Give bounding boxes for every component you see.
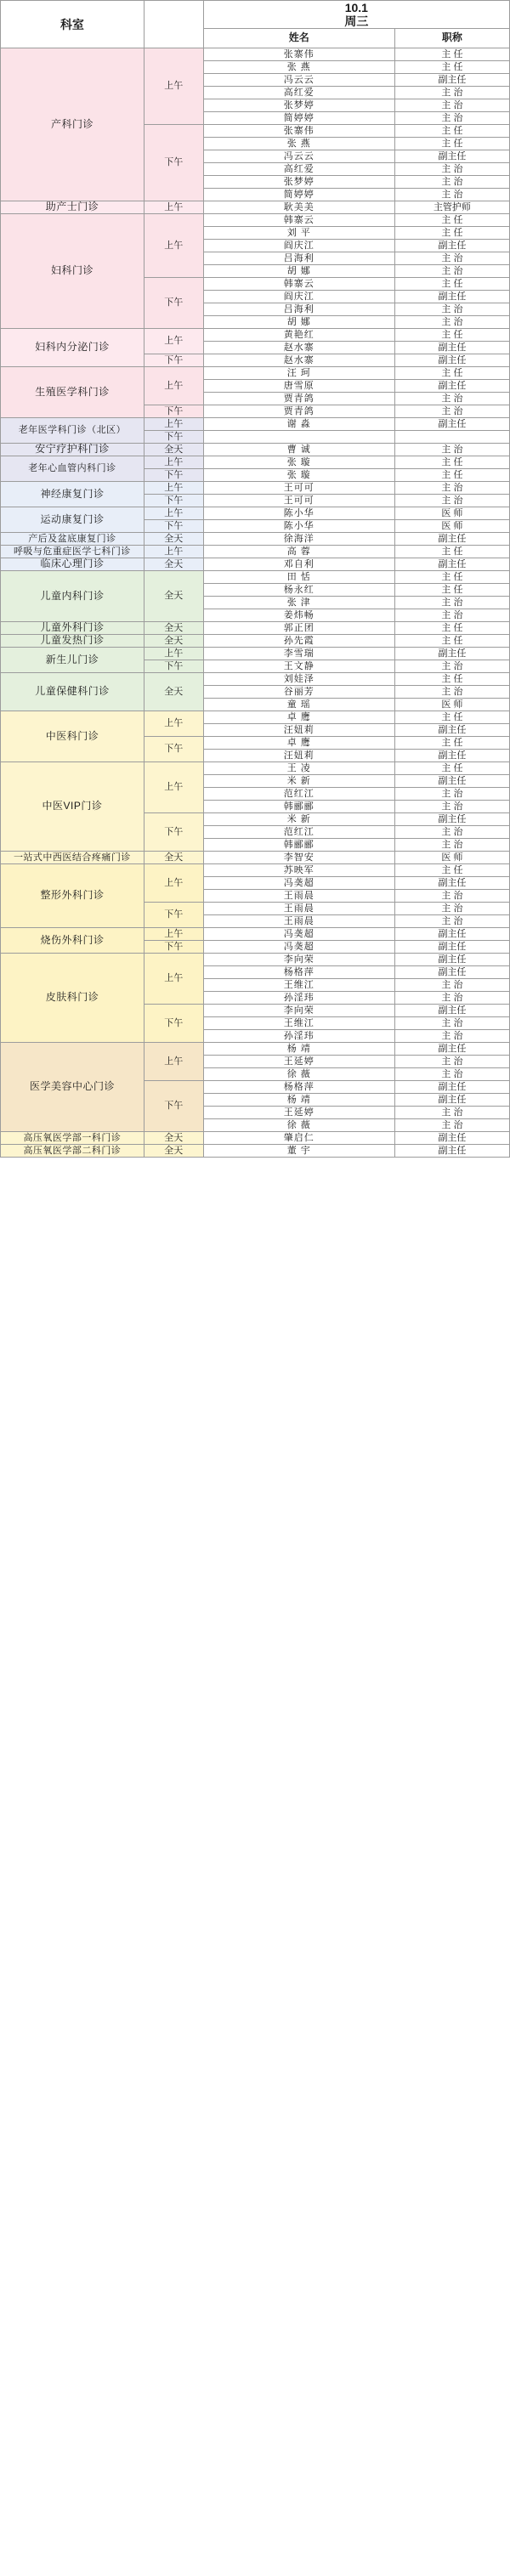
doctor-name-cell: 谢 淼 bbox=[203, 418, 394, 431]
doctor-title-cell: 主 治 bbox=[394, 915, 509, 928]
doctor-name-cell: 童 瑶 bbox=[203, 699, 394, 711]
doctor-name-cell: 董 宇 bbox=[203, 1145, 394, 1158]
period-cell: 上午 bbox=[144, 762, 203, 813]
doctor-name-cell: 范红江 bbox=[203, 826, 394, 839]
doctor-title-cell: 主 任 bbox=[394, 138, 509, 150]
doctor-name-cell: 卓 鹰 bbox=[203, 737, 394, 750]
doctor-name-cell: 张 燕 bbox=[203, 138, 394, 150]
doctor-title-cell: 主 治 bbox=[394, 660, 509, 673]
doctor-title-cell: 主 任 bbox=[394, 278, 509, 291]
period-cell: 上午 bbox=[144, 214, 203, 278]
table-row bbox=[1, 1132, 510, 1145]
doctor-name-cell: 赵水寨 bbox=[203, 342, 394, 354]
doctor-name-cell: 王雨晨 bbox=[203, 915, 394, 928]
doctor-title-cell: 主 任 bbox=[394, 864, 509, 877]
doctor-title-cell: 主 任 bbox=[394, 546, 509, 558]
doctor-title-cell: 副主任 bbox=[394, 1145, 509, 1158]
period-cell: 下午 bbox=[144, 520, 203, 533]
period-cell: 下午 bbox=[144, 903, 203, 928]
doctor-title-cell: 主 治 bbox=[394, 176, 509, 189]
table-row bbox=[1, 48, 510, 61]
table-row bbox=[1, 558, 510, 571]
dept-cell: 助产士门诊 bbox=[1, 201, 144, 214]
doctor-title-cell: 副主任 bbox=[394, 877, 509, 890]
period-cell: 下午 bbox=[144, 941, 203, 954]
doctor-title-cell: 主 任 bbox=[394, 214, 509, 227]
table-row bbox=[1, 533, 510, 546]
period-cell: 下午 bbox=[144, 405, 203, 418]
doctor-title-cell: 副主任 bbox=[394, 342, 509, 354]
dept-cell: 神经康复门诊 bbox=[1, 482, 144, 507]
doctor-name-cell: 张 津 bbox=[203, 597, 394, 609]
doctor-title-cell: 副主任 bbox=[394, 954, 509, 966]
doctor-title-cell: 主 治 bbox=[394, 112, 509, 125]
dept-cell: 老年心血管内科门诊 bbox=[1, 456, 144, 482]
doctor-name-cell: 王维江 bbox=[203, 1017, 394, 1030]
doctor-name-cell: 孙先霞 bbox=[203, 635, 394, 648]
table-row bbox=[1, 367, 510, 380]
doctor-name-cell: 吕海利 bbox=[203, 252, 394, 265]
clinic-schedule-sheet bbox=[0, 0, 510, 1158]
doctor-name-cell: 杨 靖 bbox=[203, 1043, 394, 1056]
doctor-title-cell: 副主任 bbox=[394, 648, 509, 660]
doctor-title-cell: 主 治 bbox=[394, 801, 509, 813]
doctor-name-cell: 王可可 bbox=[203, 482, 394, 495]
period-cell: 下午 bbox=[144, 737, 203, 762]
doctor-name-cell: 黄艳红 bbox=[203, 329, 394, 342]
doctor-title-cell: 医 师 bbox=[394, 520, 509, 533]
doctor-name-cell: 唐雪原 bbox=[203, 380, 394, 393]
dept-cell: 妇科内分泌门诊 bbox=[1, 329, 144, 367]
doctor-name-cell: 高红爱 bbox=[203, 163, 394, 176]
doctor-name-cell: 李向荣 bbox=[203, 954, 394, 966]
dept-cell: 产后及盆底康复门诊 bbox=[1, 533, 144, 546]
doctor-title-cell: 主 治 bbox=[394, 316, 509, 329]
dept-cell: 运动康复门诊 bbox=[1, 507, 144, 533]
doctor-name-cell: 韩郦郦 bbox=[203, 839, 394, 852]
period-cell: 上午 bbox=[144, 482, 203, 495]
period-cell: 上午 bbox=[144, 648, 203, 660]
doctor-title-cell: 副主任 bbox=[394, 240, 509, 252]
doctor-name-cell: 陈小华 bbox=[203, 520, 394, 533]
period-cell: 下午 bbox=[144, 278, 203, 329]
doctor-title-cell: 主 任 bbox=[394, 711, 509, 724]
doctor-title-cell: 主 任 bbox=[394, 635, 509, 648]
doctor-name-cell: 张梦婷 bbox=[203, 99, 394, 112]
doctor-name-cell: 贾青鸽 bbox=[203, 405, 394, 418]
doctor-title-cell: 副主任 bbox=[394, 813, 509, 826]
doctor-name-cell: 张寨伟 bbox=[203, 48, 394, 61]
header-name: 姓名 bbox=[203, 29, 394, 48]
period-cell: 上午 bbox=[144, 201, 203, 214]
doctor-title-cell bbox=[394, 431, 509, 444]
doctor-name-cell: 简婷婷 bbox=[203, 189, 394, 201]
doctor-name-cell bbox=[203, 431, 394, 444]
doctor-name-cell: 张 燕 bbox=[203, 61, 394, 74]
doctor-name-cell: 汪妞莉 bbox=[203, 750, 394, 762]
doctor-title-cell: 主 治 bbox=[394, 405, 509, 418]
table-row bbox=[1, 762, 510, 775]
header-dept: 科室 bbox=[1, 1, 144, 48]
period-cell: 下午 bbox=[144, 469, 203, 482]
doctor-name-cell: 刘 平 bbox=[203, 227, 394, 240]
doctor-name-cell: 王 凌 bbox=[203, 762, 394, 775]
doctor-title-cell: 医 师 bbox=[394, 507, 509, 520]
dept-cell: 一站式中西医结合疼痛门诊 bbox=[1, 852, 144, 864]
doctor-name-cell: 杨格萍 bbox=[203, 966, 394, 979]
doctor-title-cell: 主 治 bbox=[394, 609, 509, 622]
period-cell: 上午 bbox=[144, 507, 203, 520]
doctor-name-cell: 张 璇 bbox=[203, 456, 394, 469]
period-cell: 上午 bbox=[144, 954, 203, 1005]
dept-cell: 高压氧医学部一科门诊 bbox=[1, 1132, 144, 1145]
doctor-title-cell: 主 治 bbox=[394, 252, 509, 265]
period-cell: 上午 bbox=[144, 418, 203, 431]
table-body bbox=[1, 48, 510, 1158]
doctor-name-cell: 徐 薇 bbox=[203, 1119, 394, 1132]
doctor-title-cell: 主 任 bbox=[394, 737, 509, 750]
doctor-title-cell: 主 任 bbox=[394, 456, 509, 469]
doctor-name-cell: 陈小华 bbox=[203, 507, 394, 520]
table-row bbox=[1, 546, 510, 558]
doctor-name-cell: 冯䶮超 bbox=[203, 877, 394, 890]
dept-cell: 新生儿门诊 bbox=[1, 648, 144, 673]
period-cell: 上午 bbox=[144, 711, 203, 737]
doctor-name-cell: 米 新 bbox=[203, 813, 394, 826]
dept-cell: 高压氧医学部二科门诊 bbox=[1, 1145, 144, 1158]
doctor-title-cell: 主 任 bbox=[394, 584, 509, 597]
doctor-title-cell: 主 治 bbox=[394, 495, 509, 507]
table-row bbox=[1, 329, 510, 342]
doctor-name-cell: 李智安 bbox=[203, 852, 394, 864]
doctor-title-cell: 副主任 bbox=[394, 533, 509, 546]
period-cell: 下午 bbox=[144, 1005, 203, 1043]
doctor-name-cell: 李向荣 bbox=[203, 1005, 394, 1017]
period-cell: 上午 bbox=[144, 329, 203, 354]
period-cell: 上午 bbox=[144, 48, 203, 125]
doctor-name-cell: 赵水寨 bbox=[203, 354, 394, 367]
dept-cell: 儿童外科门诊 bbox=[1, 622, 144, 635]
doctor-name-cell: 高 蓉 bbox=[203, 546, 394, 558]
doctor-name-cell: 卓 鹰 bbox=[203, 711, 394, 724]
doctor-title-cell: 副主任 bbox=[394, 1081, 509, 1094]
doctor-title-cell: 主 治 bbox=[394, 979, 509, 992]
doctor-name-cell: 范红江 bbox=[203, 788, 394, 801]
dept-cell: 老年医学科门诊（北区） bbox=[1, 418, 144, 444]
doctor-title-cell: 主 任 bbox=[394, 329, 509, 342]
doctor-title-cell: 主 治 bbox=[394, 163, 509, 176]
doctor-title-cell: 主 治 bbox=[394, 839, 509, 852]
doctor-title-cell: 主 治 bbox=[394, 1030, 509, 1043]
period-cell: 全天 bbox=[144, 533, 203, 546]
table-row bbox=[1, 201, 510, 214]
doctor-name-cell: 杨格萍 bbox=[203, 1081, 394, 1094]
doctor-name-cell: 王文静 bbox=[203, 660, 394, 673]
period-cell: 全天 bbox=[144, 558, 203, 571]
doctor-name-cell: 姜炜畅 bbox=[203, 609, 394, 622]
schedule-table bbox=[0, 0, 510, 1158]
doctor-title-cell: 主 治 bbox=[394, 265, 509, 278]
doctor-title-cell: 主 任 bbox=[394, 125, 509, 138]
doctor-title-cell: 副主任 bbox=[394, 928, 509, 941]
doctor-title-cell: 主 治 bbox=[394, 1056, 509, 1068]
table-row bbox=[1, 418, 510, 431]
period-cell: 上午 bbox=[144, 1043, 203, 1081]
period-cell: 下午 bbox=[144, 431, 203, 444]
period-cell: 全天 bbox=[144, 852, 203, 864]
doctor-title-cell: 医 师 bbox=[394, 852, 509, 864]
doctor-title-cell: 主 治 bbox=[394, 444, 509, 456]
period-cell: 全天 bbox=[144, 1145, 203, 1158]
doctor-name-cell: 韩郦郦 bbox=[203, 801, 394, 813]
doctor-title-cell: 副主任 bbox=[394, 380, 509, 393]
period-cell: 上午 bbox=[144, 864, 203, 903]
doctor-title-cell: 主 治 bbox=[394, 686, 509, 699]
doctor-title-cell: 主 治 bbox=[394, 597, 509, 609]
doctor-name-cell: 冯云云 bbox=[203, 74, 394, 87]
doctor-title-cell: 副主任 bbox=[394, 74, 509, 87]
doctor-name-cell: 吕海利 bbox=[203, 303, 394, 316]
doctor-name-cell: 曹 诚 bbox=[203, 444, 394, 456]
dept-cell: 整形外科门诊 bbox=[1, 864, 144, 928]
doctor-title-cell: 主 治 bbox=[394, 788, 509, 801]
table-row bbox=[1, 214, 510, 227]
dept-cell: 呼吸与危重症医学七科门诊 bbox=[1, 546, 144, 558]
doctor-name-cell: 杨永红 bbox=[203, 584, 394, 597]
dept-cell: 医学美容中心门诊 bbox=[1, 1043, 144, 1132]
doctor-title-cell: 副主任 bbox=[394, 775, 509, 788]
doctor-name-cell: 徐海洋 bbox=[203, 533, 394, 546]
table-row bbox=[1, 635, 510, 648]
doctor-title-cell: 主 治 bbox=[394, 826, 509, 839]
doctor-name-cell: 米 新 bbox=[203, 775, 394, 788]
doctor-name-cell: 冯云云 bbox=[203, 150, 394, 163]
doctor-name-cell: 王雨晨 bbox=[203, 903, 394, 915]
doctor-name-cell: 杨 靖 bbox=[203, 1094, 394, 1107]
table-row bbox=[1, 482, 510, 495]
doctor-name-cell: 王可可 bbox=[203, 495, 394, 507]
period-cell: 全天 bbox=[144, 1132, 203, 1145]
doctor-name-cell: 孙淫玮 bbox=[203, 992, 394, 1005]
table-row bbox=[1, 444, 510, 456]
doctor-title-cell: 主 治 bbox=[394, 482, 509, 495]
doctor-name-cell: 王雨晨 bbox=[203, 890, 394, 903]
period-cell: 全天 bbox=[144, 444, 203, 456]
doctor-name-cell: 冯䶮超 bbox=[203, 941, 394, 954]
doctor-name-cell: 汪 珂 bbox=[203, 367, 394, 380]
doctor-title-cell: 副主任 bbox=[394, 150, 509, 163]
period-cell: 下午 bbox=[144, 1081, 203, 1132]
doctor-name-cell: 王延婷 bbox=[203, 1056, 394, 1068]
doctor-title-cell: 副主任 bbox=[394, 750, 509, 762]
doctor-title-cell: 副主任 bbox=[394, 1094, 509, 1107]
doctor-title-cell: 主 治 bbox=[394, 1017, 509, 1030]
table-header bbox=[1, 1, 510, 48]
doctor-name-cell: 阎庆江 bbox=[203, 291, 394, 303]
doctor-title-cell: 主 治 bbox=[394, 992, 509, 1005]
doctor-title-cell: 主 治 bbox=[394, 393, 509, 405]
header-date-text: 10.1 bbox=[344, 1, 368, 14]
doctor-title-cell: 主 任 bbox=[394, 673, 509, 686]
doctor-name-cell: 张 璇 bbox=[203, 469, 394, 482]
doctor-title-cell: 主 治 bbox=[394, 99, 509, 112]
header-date bbox=[203, 1, 509, 29]
table-row bbox=[1, 852, 510, 864]
doctor-title-cell: 医 师 bbox=[394, 699, 509, 711]
header-title: 职称 bbox=[394, 29, 509, 48]
doctor-title-cell: 主 任 bbox=[394, 469, 509, 482]
doctor-title-cell: 主 治 bbox=[394, 189, 509, 201]
dept-cell: 中医VIP门诊 bbox=[1, 762, 144, 852]
doctor-name-cell: 肇启仁 bbox=[203, 1132, 394, 1145]
period-cell: 下午 bbox=[144, 125, 203, 201]
header-weekday-text: 周三 bbox=[344, 14, 369, 29]
doctor-name-cell: 王维江 bbox=[203, 979, 394, 992]
doctor-title-cell: 主 任 bbox=[394, 571, 509, 584]
doctor-title-cell: 主 治 bbox=[394, 903, 509, 915]
dept-cell: 儿童发热门诊 bbox=[1, 635, 144, 648]
doctor-name-cell: 高红爱 bbox=[203, 87, 394, 99]
doctor-name-cell: 韩寨云 bbox=[203, 214, 394, 227]
doctor-title-cell: 副主任 bbox=[394, 1132, 509, 1145]
doctor-name-cell: 张寨伟 bbox=[203, 125, 394, 138]
table-row bbox=[1, 673, 510, 686]
doctor-title-cell: 副主任 bbox=[394, 558, 509, 571]
doctor-name-cell: 耿美美 bbox=[203, 201, 394, 214]
doctor-name-cell: 阎庆江 bbox=[203, 240, 394, 252]
doctor-name-cell: 汪妞莉 bbox=[203, 724, 394, 737]
period-cell: 全天 bbox=[144, 635, 203, 648]
dept-cell: 安宁疗护科门诊 bbox=[1, 444, 144, 456]
table-row bbox=[1, 864, 510, 877]
table-row bbox=[1, 1145, 510, 1158]
table-row bbox=[1, 648, 510, 660]
period-cell: 上午 bbox=[144, 456, 203, 469]
period-cell: 上午 bbox=[144, 546, 203, 558]
doctor-title-cell: 主 治 bbox=[394, 87, 509, 99]
doctor-title-cell: 主 任 bbox=[394, 622, 509, 635]
table-row bbox=[1, 507, 510, 520]
doctor-name-cell: 胡 娜 bbox=[203, 265, 394, 278]
period-cell: 全天 bbox=[144, 571, 203, 622]
table-row bbox=[1, 622, 510, 635]
doctor-title-cell: 副主任 bbox=[394, 1005, 509, 1017]
dept-cell: 妇科门诊 bbox=[1, 214, 144, 329]
dept-cell: 临床心理门诊 bbox=[1, 558, 144, 571]
doctor-title-cell: 主 任 bbox=[394, 61, 509, 74]
doctor-title-cell: 副主任 bbox=[394, 1043, 509, 1056]
dept-cell: 皮肤科门诊 bbox=[1, 954, 144, 1043]
doctor-name-cell: 刘娃泽 bbox=[203, 673, 394, 686]
doctor-title-cell: 主 治 bbox=[394, 1119, 509, 1132]
doctor-title-cell: 主 治 bbox=[394, 1107, 509, 1119]
doctor-title-cell: 主 治 bbox=[394, 1068, 509, 1081]
doctor-title-cell: 主 任 bbox=[394, 48, 509, 61]
dept-cell: 产科门诊 bbox=[1, 48, 144, 201]
doctor-title-cell: 主 任 bbox=[394, 227, 509, 240]
doctor-title-cell: 副主任 bbox=[394, 291, 509, 303]
doctor-name-cell: 徐 薇 bbox=[203, 1068, 394, 1081]
period-cell: 全天 bbox=[144, 673, 203, 711]
period-cell: 下午 bbox=[144, 813, 203, 852]
doctor-name-cell: 张梦婷 bbox=[203, 176, 394, 189]
dept-cell: 中医科门诊 bbox=[1, 711, 144, 762]
doctor-name-cell: 李雪瑞 bbox=[203, 648, 394, 660]
dept-cell: 儿童内科门诊 bbox=[1, 571, 144, 622]
dept-cell: 烧伤外科门诊 bbox=[1, 928, 144, 954]
doctor-title-cell: 副主任 bbox=[394, 418, 509, 431]
table-row bbox=[1, 711, 510, 724]
doctor-name-cell: 冯䶮超 bbox=[203, 928, 394, 941]
doctor-name-cell: 简婷婷 bbox=[203, 112, 394, 125]
doctor-name-cell: 韩寨云 bbox=[203, 278, 394, 291]
doctor-title-cell: 主管护师 bbox=[394, 201, 509, 214]
doctor-title-cell: 主 任 bbox=[394, 762, 509, 775]
period-cell: 下午 bbox=[144, 495, 203, 507]
doctor-title-cell: 副主任 bbox=[394, 354, 509, 367]
period-cell: 下午 bbox=[144, 660, 203, 673]
doctor-name-cell: 郭正团 bbox=[203, 622, 394, 635]
doctor-title-cell: 副主任 bbox=[394, 941, 509, 954]
table-row bbox=[1, 456, 510, 469]
period-cell: 全天 bbox=[144, 622, 203, 635]
dept-cell: 生殖医学科门诊 bbox=[1, 367, 144, 418]
doctor-name-cell: 贾青鸽 bbox=[203, 393, 394, 405]
period-cell: 上午 bbox=[144, 367, 203, 405]
doctor-name-cell: 苏映军 bbox=[203, 864, 394, 877]
table-row bbox=[1, 954, 510, 966]
doctor-title-cell: 副主任 bbox=[394, 966, 509, 979]
period-cell: 上午 bbox=[144, 928, 203, 941]
doctor-title-cell: 主 治 bbox=[394, 890, 509, 903]
table-row bbox=[1, 1043, 510, 1056]
doctor-title-cell: 主 治 bbox=[394, 303, 509, 316]
doctor-name-cell: 胡 娜 bbox=[203, 316, 394, 329]
table-row bbox=[1, 928, 510, 941]
doctor-name-cell: 邓自利 bbox=[203, 558, 394, 571]
doctor-name-cell: 田 恬 bbox=[203, 571, 394, 584]
period-cell: 下午 bbox=[144, 354, 203, 367]
doctor-name-cell: 谷丽芳 bbox=[203, 686, 394, 699]
doctor-name-cell: 王延婷 bbox=[203, 1107, 394, 1119]
table-row bbox=[1, 571, 510, 584]
doctor-name-cell: 孙淫玮 bbox=[203, 1030, 394, 1043]
doctor-title-cell: 主 任 bbox=[394, 367, 509, 380]
dept-cell: 儿童保健科门诊 bbox=[1, 673, 144, 711]
header-spacer bbox=[144, 1, 203, 48]
doctor-title-cell: 副主任 bbox=[394, 724, 509, 737]
